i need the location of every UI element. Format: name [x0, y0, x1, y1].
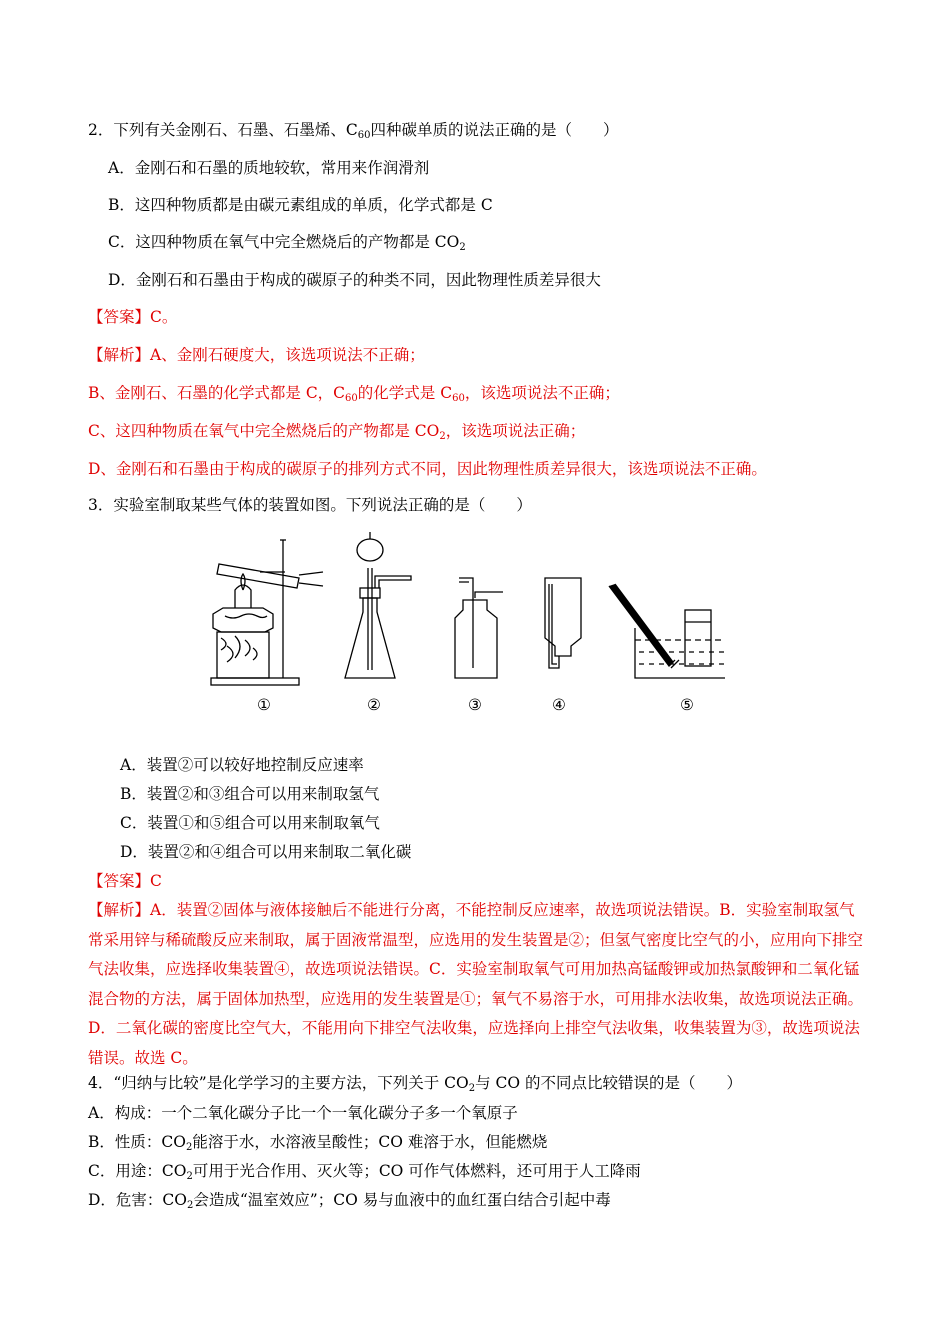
figure-label-2: ②	[367, 696, 381, 714]
q2-explanation-3: C、这四种物质在氧气中完全燃烧后的产物都是 $CO_2$，该选项说法正确；	[88, 422, 586, 442]
figure-label-3: ③	[468, 696, 482, 714]
q2-explanation-1: 【解析】A、金刚石硬度大，该选项说法不正确；	[88, 346, 425, 364]
figure-label-5: ⑤	[680, 696, 694, 714]
apparatus-1-heating	[211, 540, 323, 685]
q2-explanation-2: B、金刚石、石墨的化学式都是 C，$C_{60}$的化学式是 $C_{60}$，该选项说法不正确；	[88, 384, 620, 404]
q3-option-a: A．装置②可以较好地控制反应速率	[120, 756, 364, 774]
apparatus-2-flask	[345, 532, 411, 678]
q3-option-c: C．装置①和⑤组合可以用来制取氧气	[120, 814, 380, 832]
q2-option-c: C．这四种物质在氧气中完全燃烧后的产物都是 $CO_2$	[108, 233, 466, 253]
q3-explanation: 【解析】A．装置②固体与液体接触后不能进行分离，不能控制反应速率，故选项说法错误。B．实验室制取氢气常采用锌与稀硫酸反应来制取，属于固液常温型，应选用的发生装置是②；但氢气密度比空气的小，应用向下排空气法收集，应选择收集装置④，故选项说法错误。C．实验室制取氧气可用加热高锰酸钾或加热氯酸钾和二氧化锰混合物的方法，属于固体加热型，应选用的发生装置是①；氧气不易溶于水，可用排水法收集，故选项说法正确。D．二氧化碳的密度比空气大，不能用向下排空气法收集，应选择向上排空气法收集，收集装置为③，故选项说法错误。故选 C。	[88, 901, 864, 1067]
q3-option-b: B．装置②和③组合可以用来制取氢气	[120, 785, 380, 803]
q4-stem: 4．“归纳与比较”是化学学习的主要方法，下列关于 $CO_2$与 CO 的不同点比较错误的是（ ）	[88, 1074, 743, 1094]
lab-apparatus-figure	[205, 528, 725, 723]
q3-stem: 3．实验室制取某些气体的装置如图。下列说法正确的是（ ）	[88, 496, 532, 514]
apparatus-4-inverted-bottle	[545, 578, 581, 668]
q2-option-a: A．金刚石和石墨的质地较软，常用来作润滑剂	[108, 159, 430, 177]
q2-explanation-4: D、金刚石和石墨由于构成的碳原子的排列方式不同，因此物理性质差异很大，该选项说法不正确。	[88, 460, 767, 478]
figure-label-4: ④	[552, 696, 566, 714]
q4-option-c: C．用途：$CO_2$可用于光合作用、灭火等；CO 可作气体燃料，还可用于人工降雨	[88, 1162, 641, 1182]
q2-option-b: B．这四种物质都是由碳元素组成的单质，化学式都是 C	[108, 196, 493, 214]
q4-option-d: D．危害：$CO_2$会造成“温室效应”；CO 易与血液中的血红蛋白结合引起中毒	[88, 1191, 611, 1211]
q3-option-d: D．装置②和④组合可以用来制取二氧化碳	[120, 843, 412, 861]
apparatus-5-water-trough	[609, 584, 725, 678]
q4-option-b: B．性质：$CO_2$能溶于水，水溶液呈酸性；CO 难溶于水，但能燃烧	[88, 1133, 548, 1153]
q4-option-a: A．构成：一个二氧化碳分子比一个一氧化碳分子多一个氧原子	[88, 1104, 518, 1122]
figure-label-1: ①	[257, 696, 271, 714]
q2-option-d: D．金刚石和石墨由于构成的碳原子的种类不同，因此物理性质差异很大	[108, 271, 601, 289]
q3-answer: 【答案】C	[88, 872, 162, 890]
apparatus-3-bottle	[455, 578, 503, 678]
q2-stem: 2．下列有关金刚石、石墨、石墨烯、$C_{60}$四种碳单质的说法正确的是（ ）	[88, 121, 619, 141]
q2-answer: 【答案】C。	[88, 308, 178, 326]
